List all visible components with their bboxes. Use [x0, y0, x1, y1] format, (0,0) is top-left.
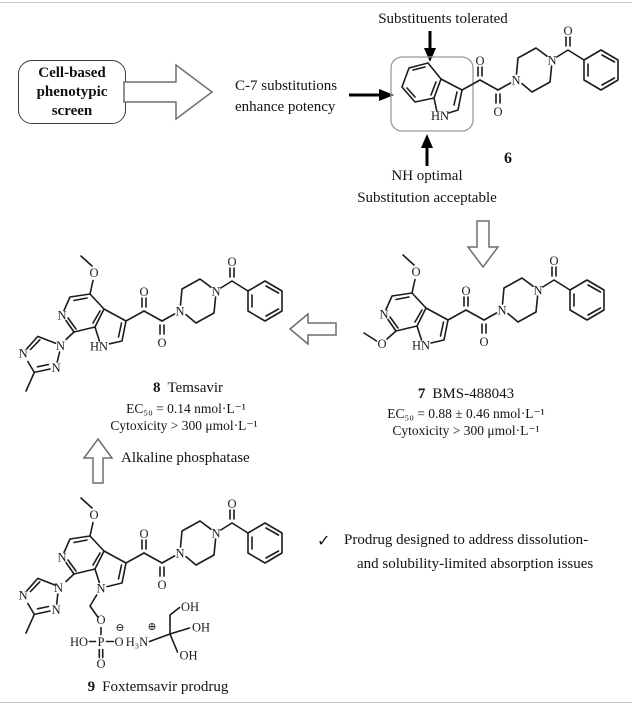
compound8-cytotoxicity: Cytoxicity > 300 μmol·L⁻¹: [110, 418, 258, 433]
atom-label-H3N: H₃N: [125, 635, 149, 649]
methoxy-top: [81, 498, 99, 536]
compound7-name: BMS-488043: [432, 386, 515, 402]
atom-label-O: O: [96, 657, 106, 671]
atom-label-N: N: [51, 603, 61, 618]
hollow-left-arrow: [290, 314, 336, 344]
atom-label-N: N: [379, 307, 389, 322]
plus-charge-icon: ⊕: [147, 621, 157, 633]
atom-label-O: O: [411, 265, 421, 279]
compound8-ec50: EC₅₀ = 0.14 nmol·L⁻¹: [126, 401, 246, 416]
atom-label-OH: OH: [179, 648, 198, 663]
atom-label-HN: HN: [89, 339, 109, 354]
atom-label-HN: HN: [411, 338, 431, 353]
atom-label-N: N: [55, 339, 66, 353]
atom-label-N: N: [18, 346, 28, 361]
atom-label-N: N: [53, 581, 64, 595]
methyl-triazole-ring: [19, 574, 74, 633]
compound9-label: [58, 677, 258, 698]
prodrug-note-line1: Prodrug designed to address dissolution-: [344, 532, 589, 548]
screen-box-line3: screen: [51, 102, 93, 119]
atom-label-N: N: [51, 361, 61, 376]
c7-substitutions-note: [235, 76, 337, 118]
atom-label-N: N: [18, 588, 28, 603]
atom-label-O: O: [89, 266, 99, 280]
hollow-up-arrow: [84, 439, 112, 483]
methoxy-c7: [364, 331, 396, 351]
compound8-number: 8: [152, 380, 161, 396]
solid-up-arrow: [420, 133, 434, 166]
atom-label-N: N: [96, 581, 106, 596]
checkmark-icon: ✓: [317, 531, 331, 550]
atom-label-HN: HN: [430, 109, 450, 123]
azaindole-core: [57, 294, 126, 354]
compound9-name: Foxtemsavir prodrug: [102, 679, 229, 695]
hollow-right-arrow: [124, 63, 214, 121]
c7-note-line2: enhance potency: [235, 99, 336, 115]
phosphate-group: [70, 595, 125, 671]
azaindole-core: [57, 536, 126, 596]
compound-9-structure: [6, 478, 306, 678]
nh-optimal-label: NH optimal: [391, 168, 463, 184]
atom-label-N: N: [57, 308, 67, 323]
methyl-triazole-ring: [19, 332, 74, 391]
indole-ring: [402, 63, 462, 123]
atom-label-HO: HO: [69, 635, 89, 649]
atom-label-O: O: [114, 635, 124, 649]
screen-box-line2: phenotypic: [36, 83, 108, 100]
compound8-label: [88, 378, 288, 399]
compound6-number: 6: [504, 150, 512, 167]
atom-label-N: N: [57, 550, 67, 565]
alkaline-phosphatase-label: Alkaline phosphatase: [121, 450, 250, 466]
compound7-ec50: EC₅₀ = 0.88 ± 0.46 nmol·L⁻¹: [387, 406, 545, 421]
atom-label-OH: OH: [191, 620, 211, 635]
compound9-number: 9: [87, 679, 96, 695]
minus-charge-icon: ⊖: [115, 622, 125, 634]
c7-note-line1: C-7 substitutions: [235, 78, 338, 94]
compound7-number: 7: [417, 386, 426, 402]
substitution-acceptable-label: Substitution acceptable: [357, 190, 497, 206]
tris-ammonium-counterion: [126, 600, 210, 663]
atom-label-P: P: [97, 635, 105, 649]
azaindole-core: [379, 293, 448, 353]
prodrug-note-line2: and solubility-limited absorption issues: [357, 556, 594, 572]
scan-artifact-bottom: [0, 702, 632, 703]
atom-label-O: O: [89, 508, 99, 522]
substituents-tolerated-label: Substituents tolerated: [378, 11, 508, 27]
scan-artifact-top: [0, 2, 632, 3]
atom-label-O: O: [96, 613, 106, 627]
screen-box-line1: Cell-based: [38, 64, 106, 81]
atom-label-O: O: [377, 337, 387, 351]
compound7-cytotoxicity: Cytoxicity > 300 μmol·L⁻¹: [392, 423, 540, 438]
atom-label-OH: OH: [180, 600, 200, 614]
cell-based-screen-box: [18, 60, 126, 124]
figure-canvas: O Cell-based phenotypic screen C-7 substitutions enhance potency Substituents tolerated HN 6 NH optimal Substitution acceptable N HN O O 7 BMS-488043 EC₅₀ = 0.88 ± 0.46 nmol·L⁻¹ Cytoxicity > 300 μmol·L⁻¹ N HN O N N N 8 Temsavir EC₅₀ = 0.14 nmol·L⁻¹ Cytoxicity > 300 μmol·L⁻¹ Alkaline phosphatase N N O N N N O HO P O ⊖ O H₃N ⊕ OH OH OH 9 Foxtemsavir prodrug ✓ Prodrug designed to address dissolution- and solubility-limited absorption issues: [0, 0, 632, 705]
compound-7-structure: [330, 252, 630, 392]
methoxy-top: [403, 255, 421, 293]
compound8-name: Temsavir: [167, 380, 224, 396]
methoxy-top: [81, 256, 99, 294]
compound7-label: [366, 384, 566, 405]
